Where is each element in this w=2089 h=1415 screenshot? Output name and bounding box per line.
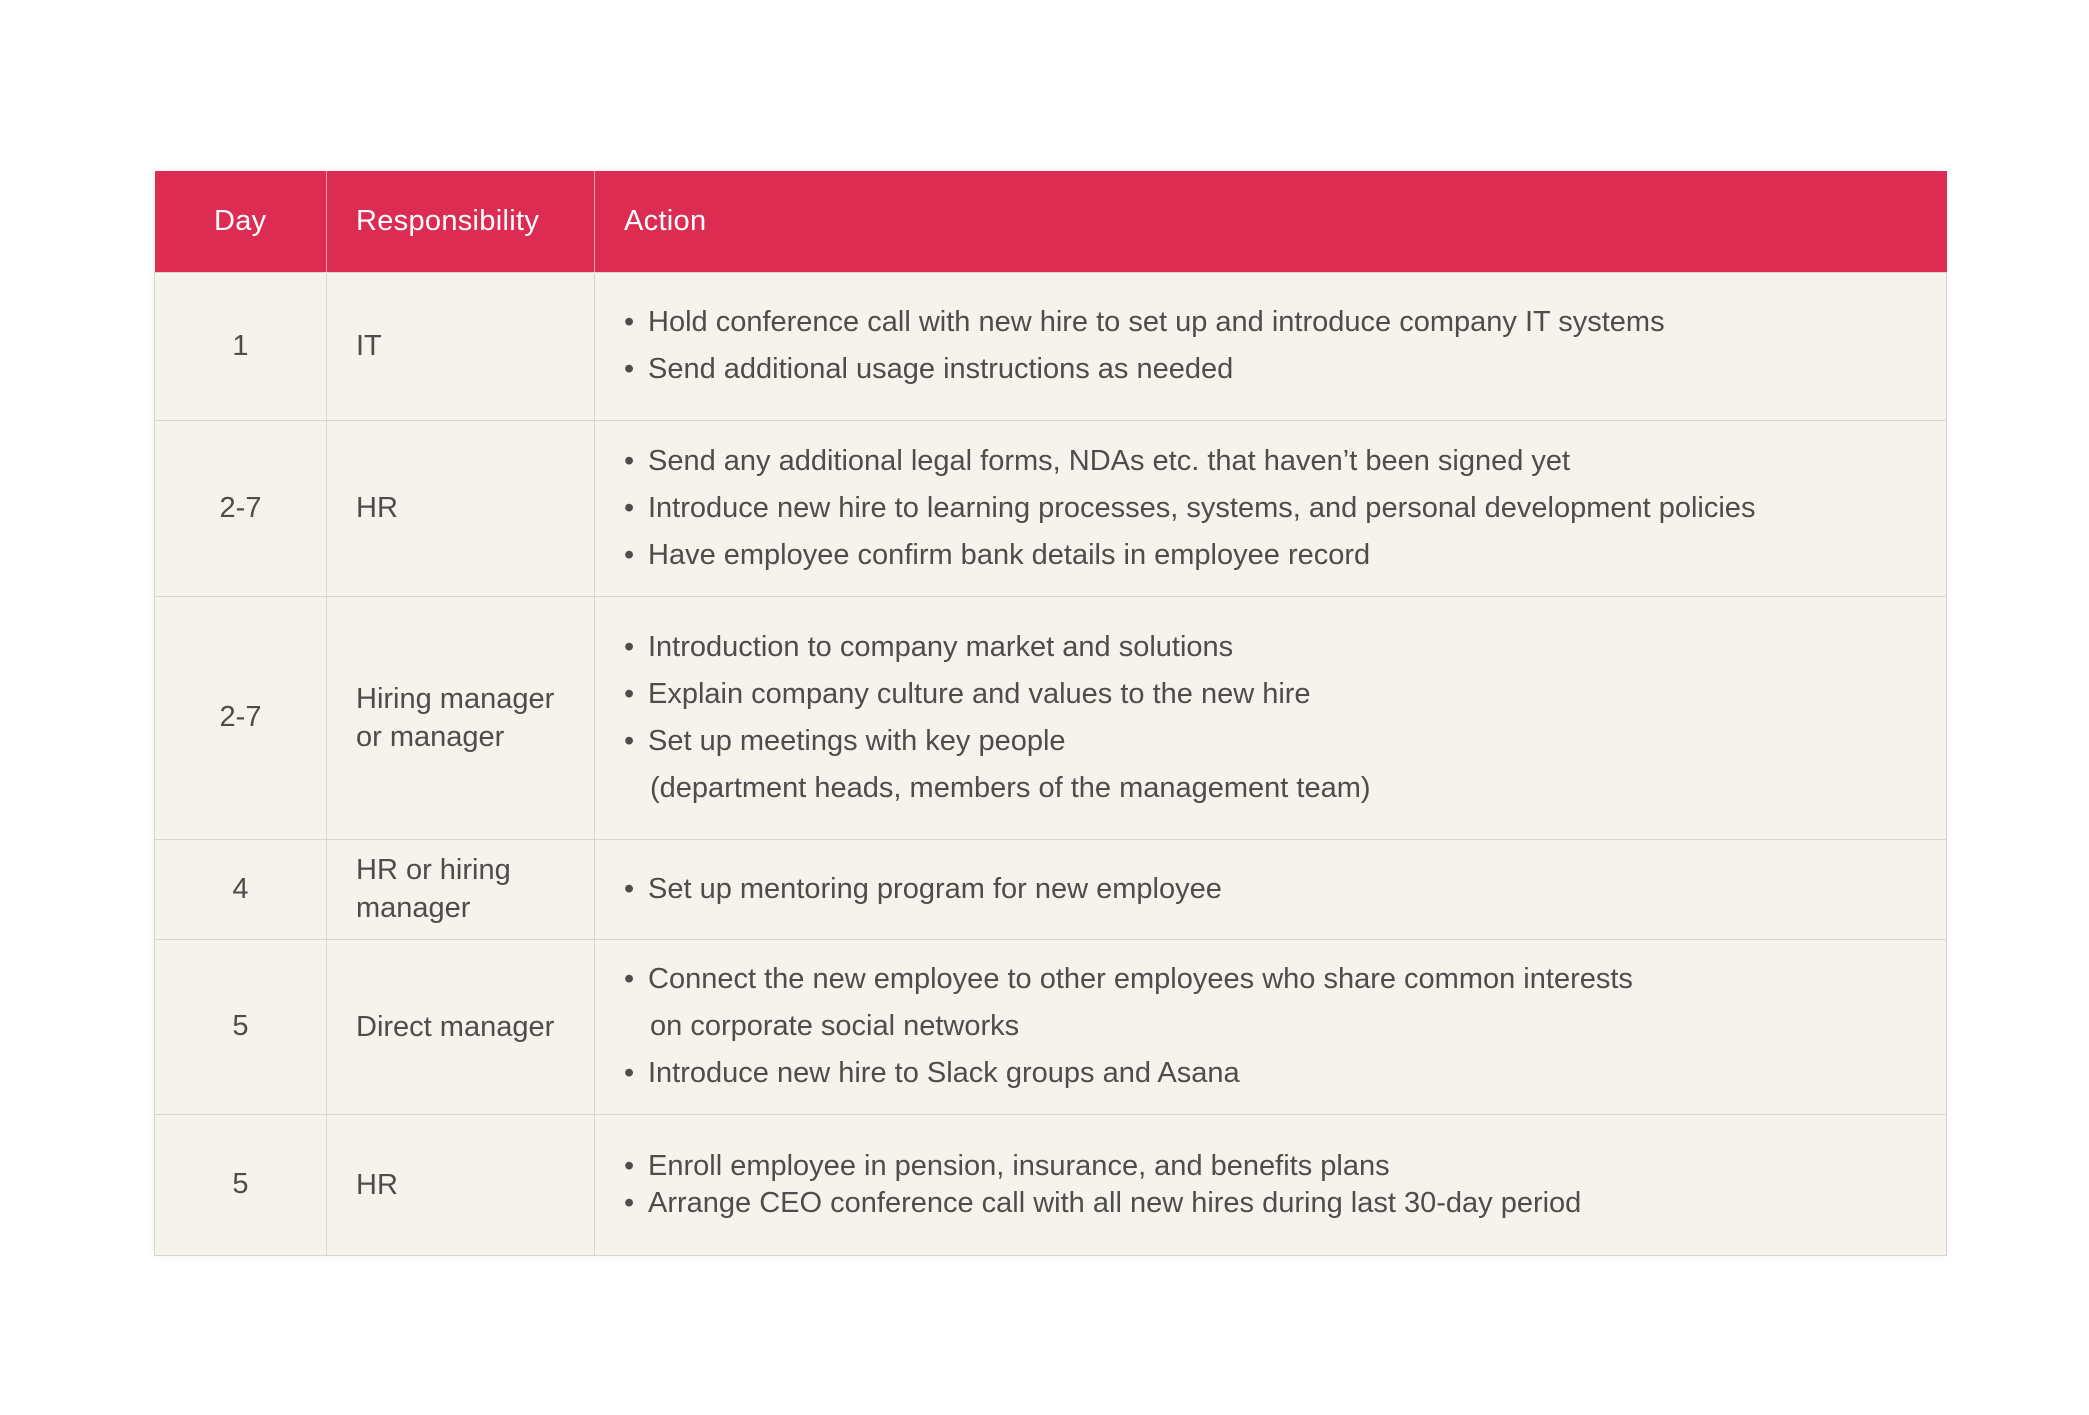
action-list (624, 624, 1936, 812)
responsibility-cell: Direct manager (327, 939, 595, 1114)
action-item-text: Set up meetings with key people (648, 724, 1066, 757)
day-cell: 2-7 (155, 420, 327, 596)
action-list (624, 956, 1936, 1097)
action-item: • Explain company culture and values to the new hire (624, 671, 1936, 718)
action-cell (595, 272, 1947, 420)
responsibility-line: or manager (356, 720, 505, 753)
action-cell (595, 420, 1947, 596)
day-cell: 5 (155, 1114, 327, 1255)
responsibility-cell: HR (327, 420, 595, 596)
action-column-header: Action (624, 204, 707, 237)
action-item: • Enroll employee in pension, insurance, and benefits plans (624, 1148, 1936, 1185)
action-item: • Have employee confirm bank details in employee record (624, 532, 1936, 579)
action-item: • Arrange CEO conference call with all new hires during last 30-day period (624, 1185, 1936, 1222)
table-row (155, 839, 1947, 939)
responsibility-cell (327, 596, 595, 839)
onboarding-schedule (154, 171, 1946, 1256)
responsibility-cell (327, 839, 595, 939)
action-item-continuation: (department heads, members of the management team) (650, 771, 1371, 804)
action-item: • Hold conference call with new hire to set up and introduce company IT systems (624, 299, 1936, 346)
action-item: • Introduction to company market and solutions (624, 624, 1936, 671)
table-header (155, 171, 1947, 272)
table-row (155, 1114, 1947, 1255)
action-item (624, 956, 1936, 1050)
day-column-header: Day (155, 171, 327, 272)
table-row (155, 939, 1947, 1114)
table-body (155, 272, 1947, 1255)
responsibility-line: Hiring manager (356, 682, 555, 715)
action-list (624, 438, 1936, 579)
action-list (624, 299, 1936, 393)
action-item: • Set up mentoring program for new employee (624, 866, 1936, 913)
responsibility-line: manager (356, 892, 471, 924)
onboarding-table (154, 171, 1947, 1256)
day-cell: 2-7 (155, 596, 327, 839)
table-row (155, 420, 1947, 596)
day-cell: 1 (155, 272, 327, 420)
responsibility-column-header: Responsibility (327, 171, 595, 272)
responsibility-cell: HR (327, 1114, 595, 1255)
header-row (155, 171, 1947, 272)
action-item: • Send any additional legal forms, NDAs etc. that haven’t been signed yet (624, 438, 1936, 485)
table-row (155, 596, 1947, 839)
action-item: • Introduce new hire to Slack groups and Asana (624, 1050, 1936, 1097)
day-cell: 5 (155, 939, 327, 1114)
action-cell (595, 596, 1947, 839)
action-item: • Send additional usage instructions as needed (624, 346, 1936, 393)
action-item-text: Connect the new employee to other employees who share common interests (648, 963, 1633, 995)
day-cell: 4 (155, 839, 327, 939)
action-list (624, 1148, 1936, 1222)
responsibility-cell: IT (327, 272, 595, 420)
action-item (624, 718, 1936, 812)
action-cell (595, 1114, 1947, 1255)
action-item-continuation: on corporate social networks (650, 1010, 1020, 1042)
action-cell (595, 839, 1947, 939)
action-cell (595, 939, 1947, 1114)
table-row (155, 272, 1947, 420)
action-list (624, 866, 1936, 913)
action-item: • Introduce new hire to learning processes, systems, and personal development policies (624, 485, 1936, 532)
responsibility-line: HR or hiring (356, 854, 511, 886)
